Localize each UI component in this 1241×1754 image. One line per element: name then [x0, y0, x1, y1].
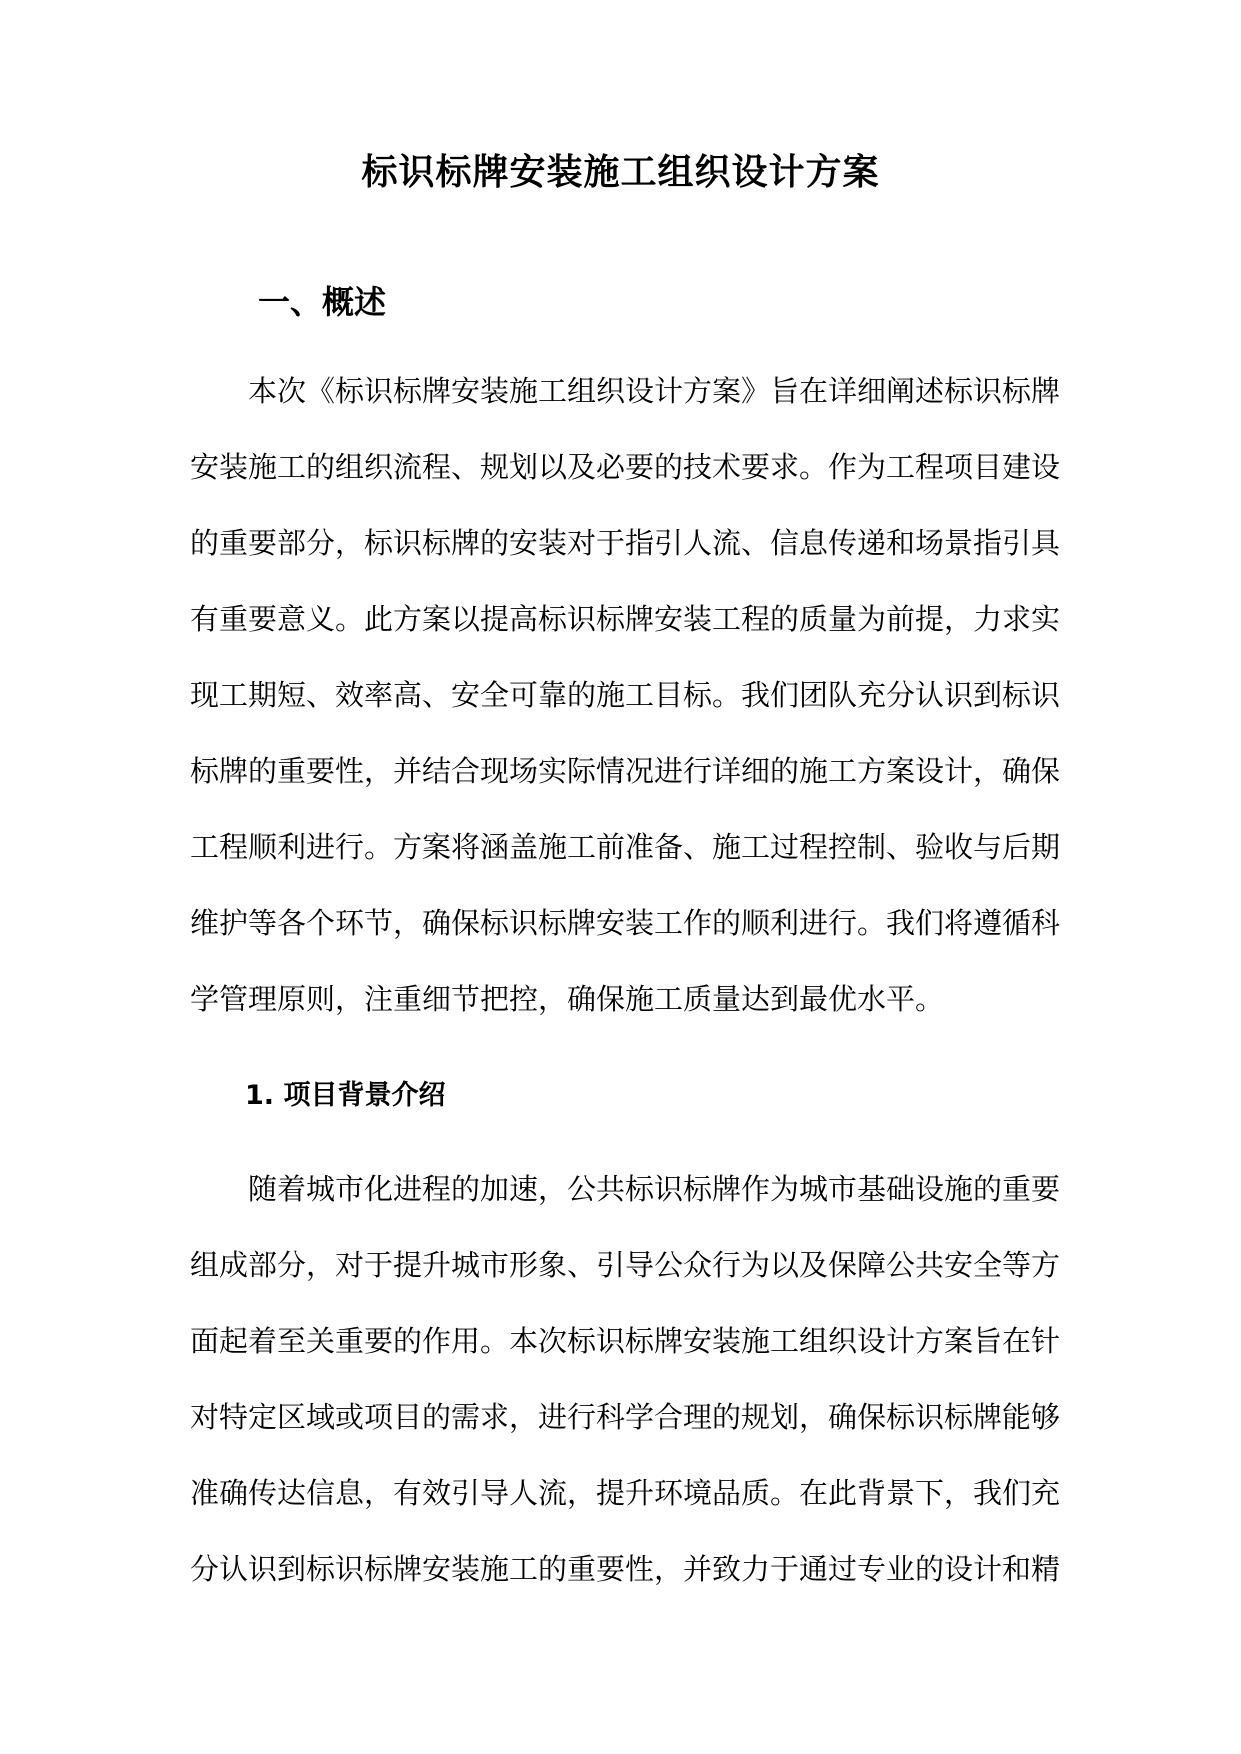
paragraph-line: 准确传达信息，有效引导人流，提升环境品质。在此背景下，我们充 — [190, 1476, 1060, 1510]
overview-paragraph — [190, 364, 1060, 1048]
paragraph-line: 标牌的重要性，并结合现场实际情况进行详细的施工方案设计，确保 — [190, 754, 1060, 788]
paragraph-line: 工程顺利进行。方案将涵盖施工前准备、施工过程控制、验收与后期 — [190, 830, 1060, 864]
paragraph-line: 学管理原则，注重细节把控，确保施工质量达到最优水平。 — [190, 982, 945, 1016]
paragraph-line: 的重要部分，标识标牌的安装对于指引人流、信息传递和场景指引具 — [190, 526, 1060, 560]
paragraph-line: 维护等各个环节，确保标识标牌安装工作的顺利进行。我们将遵循科 — [190, 906, 1060, 940]
section-heading-overview: 一、概述 — [258, 283, 387, 321]
subsection-heading-project-background: 1. 项目背景介绍 — [245, 1080, 446, 1111]
paragraph-line: 现工期短、效率高、安全可靠的施工目标。我们团队充分认识到标识 — [190, 678, 1060, 712]
paragraph-line: 本次《标识标牌安装施工组织设计方案》旨在详细阐述标识标牌 — [248, 374, 1060, 408]
paragraph-line: 面起着至关重要的作用。本次标识标牌安装施工组织设计方案旨在针 — [190, 1324, 1060, 1358]
paragraph-line: 随着城市化进程的加速，公共标识标牌作为城市基础设施的重要 — [248, 1172, 1060, 1206]
paragraph-line: 安装施工的组织流程、规划以及必要的技术要求。作为工程项目建设 — [190, 450, 1060, 484]
document-title: 标识标牌安装施工组织设计方案 — [361, 151, 880, 193]
paragraph-line: 组成部分，对于提升城市形象、引导公众行为以及保障公共安全等方 — [190, 1248, 1060, 1282]
paragraph-line: 对特定区域或项目的需求，进行科学合理的规划，确保标识标牌能够 — [190, 1400, 1060, 1434]
project-background-paragraph — [190, 1162, 1060, 1618]
paragraph-line: 分认识到标识标牌安装施工的重要性，并致力于通过专业的设计和精 — [190, 1552, 1060, 1586]
paragraph-line: 有重要意义。此方案以提高标识标牌安装工程的质量为前提，力求实 — [190, 602, 1060, 636]
